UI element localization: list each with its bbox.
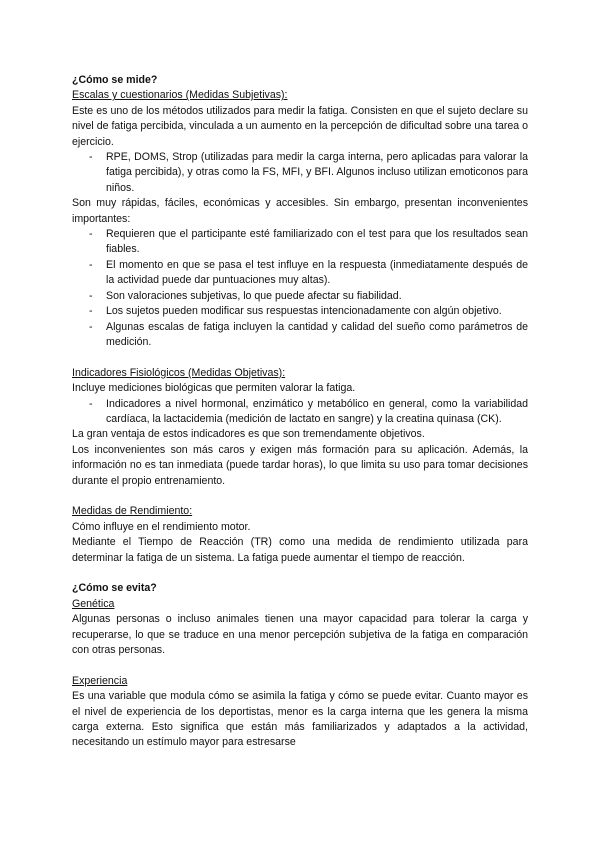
paragraph: Mediante el Tiempo de Reacción (TR) como una medida de rendimiento utilizada para determinar la fatiga de un sistema. La fatiga puede aumentar el tiempo de reacción. bbox=[72, 536, 528, 564]
list-item: - Son valoraciones subjetivas, lo que puede afectar su fiabilidad. bbox=[72, 289, 528, 304]
subheading-experiencia: Experiencia bbox=[72, 674, 128, 687]
paragraph: Los inconvenientes son más caros y exigen más formación para su aplicación. Además, la información no es tan inmediata (puede tardar horas), lo que limita su uso para tomar decisiones durante el propio entrenamiento. bbox=[72, 443, 528, 487]
subheading-escalas: Escalas y cuestionarios (Medidas Subjetivas): bbox=[72, 89, 288, 102]
subheading-rendimiento: Medidas de Rendimiento: bbox=[72, 505, 193, 518]
spacer bbox=[72, 658, 528, 673]
section-heading-como-se-mide: ¿Cómo se mide? bbox=[72, 74, 158, 86]
spacer bbox=[72, 350, 528, 365]
subheading-genetica: Genética bbox=[72, 597, 115, 610]
list-item: - Requieren que el participante esté familiarizado con el test para que los resultados sean fiables. bbox=[72, 227, 528, 258]
list-item: - El momento en que se pasa el test influye en la respuesta (inmediatamente después de la actividad puede dar puntuaciones muy altas). bbox=[72, 258, 528, 289]
paragraph: Este es uno de los métodos utilizados para medir la fatiga. Consisten en que el sujeto declare su nivel de fatiga percibida, vinculada a un aumento en la percepción de dificultad sobre una tarea o ejercicio. bbox=[72, 104, 528, 148]
list-item: - Los sujetos pueden modificar sus respuestas intencionadamente con algún objetivo. bbox=[72, 304, 528, 319]
paragraph: Cómo influye en el rendimiento motor. bbox=[72, 520, 251, 533]
bullet-list bbox=[72, 227, 528, 350]
list-item: - RPE, DOMS, Strop (utilizadas para medir la carga interna, pero aplicadas para valorar la fatiga percibida), y otras como la FS, MFI, y BFI. Algunos incluso utilizan emoticonos para niños. bbox=[72, 150, 528, 196]
list-item: - Indicadores a nivel hormonal, enzimático y metabólico en general, como la variabilidad cardíaca, la lactacidemia (medición de lactato en sangre) y la creatina quinasa (CK). bbox=[72, 397, 528, 428]
paragraph: Es una variable que modula cómo se asimila la fatiga y cómo se puede evitar. Cuanto mayor es el nivel de experiencia de los deportistas, menor es la carga interna que les genera la misma carga externa. Esto significa que están más familiarizados y adaptados a la actividad, necesitando un estímulo mayor para estresarse bbox=[72, 690, 528, 749]
bullet-list bbox=[72, 150, 528, 196]
bullet-list bbox=[72, 397, 528, 428]
document-content bbox=[72, 73, 528, 751]
paragraph: Algunas personas o incluso animales tienen una mayor capacidad para tolerar la carga y recuperarse, lo que se traduce en una menor percepción subjetiva de la fatiga en comparación con otras personas. bbox=[72, 613, 528, 656]
spacer bbox=[72, 489, 528, 504]
section-heading-como-se-evita: ¿Cómo se evita? bbox=[72, 582, 157, 595]
paragraph: Son muy rápidas, fáciles, económicas y accesibles. Sin embargo, presentan inconvenientes importantes: bbox=[72, 197, 528, 225]
paragraph: La gran ventaja de estos indicadores es que son tremendamente objetivos. bbox=[72, 428, 425, 441]
paragraph: Incluye mediciones biológicas que permiten valorar la fatiga. bbox=[72, 382, 356, 395]
list-item: - Algunas escalas de fatiga incluyen la cantidad y calidad del sueño como parámetros de medición. bbox=[72, 320, 528, 351]
spacer bbox=[72, 566, 528, 581]
subheading-indicadores: Indicadores Fisiológicos (Medidas Objetivas): bbox=[72, 366, 286, 379]
